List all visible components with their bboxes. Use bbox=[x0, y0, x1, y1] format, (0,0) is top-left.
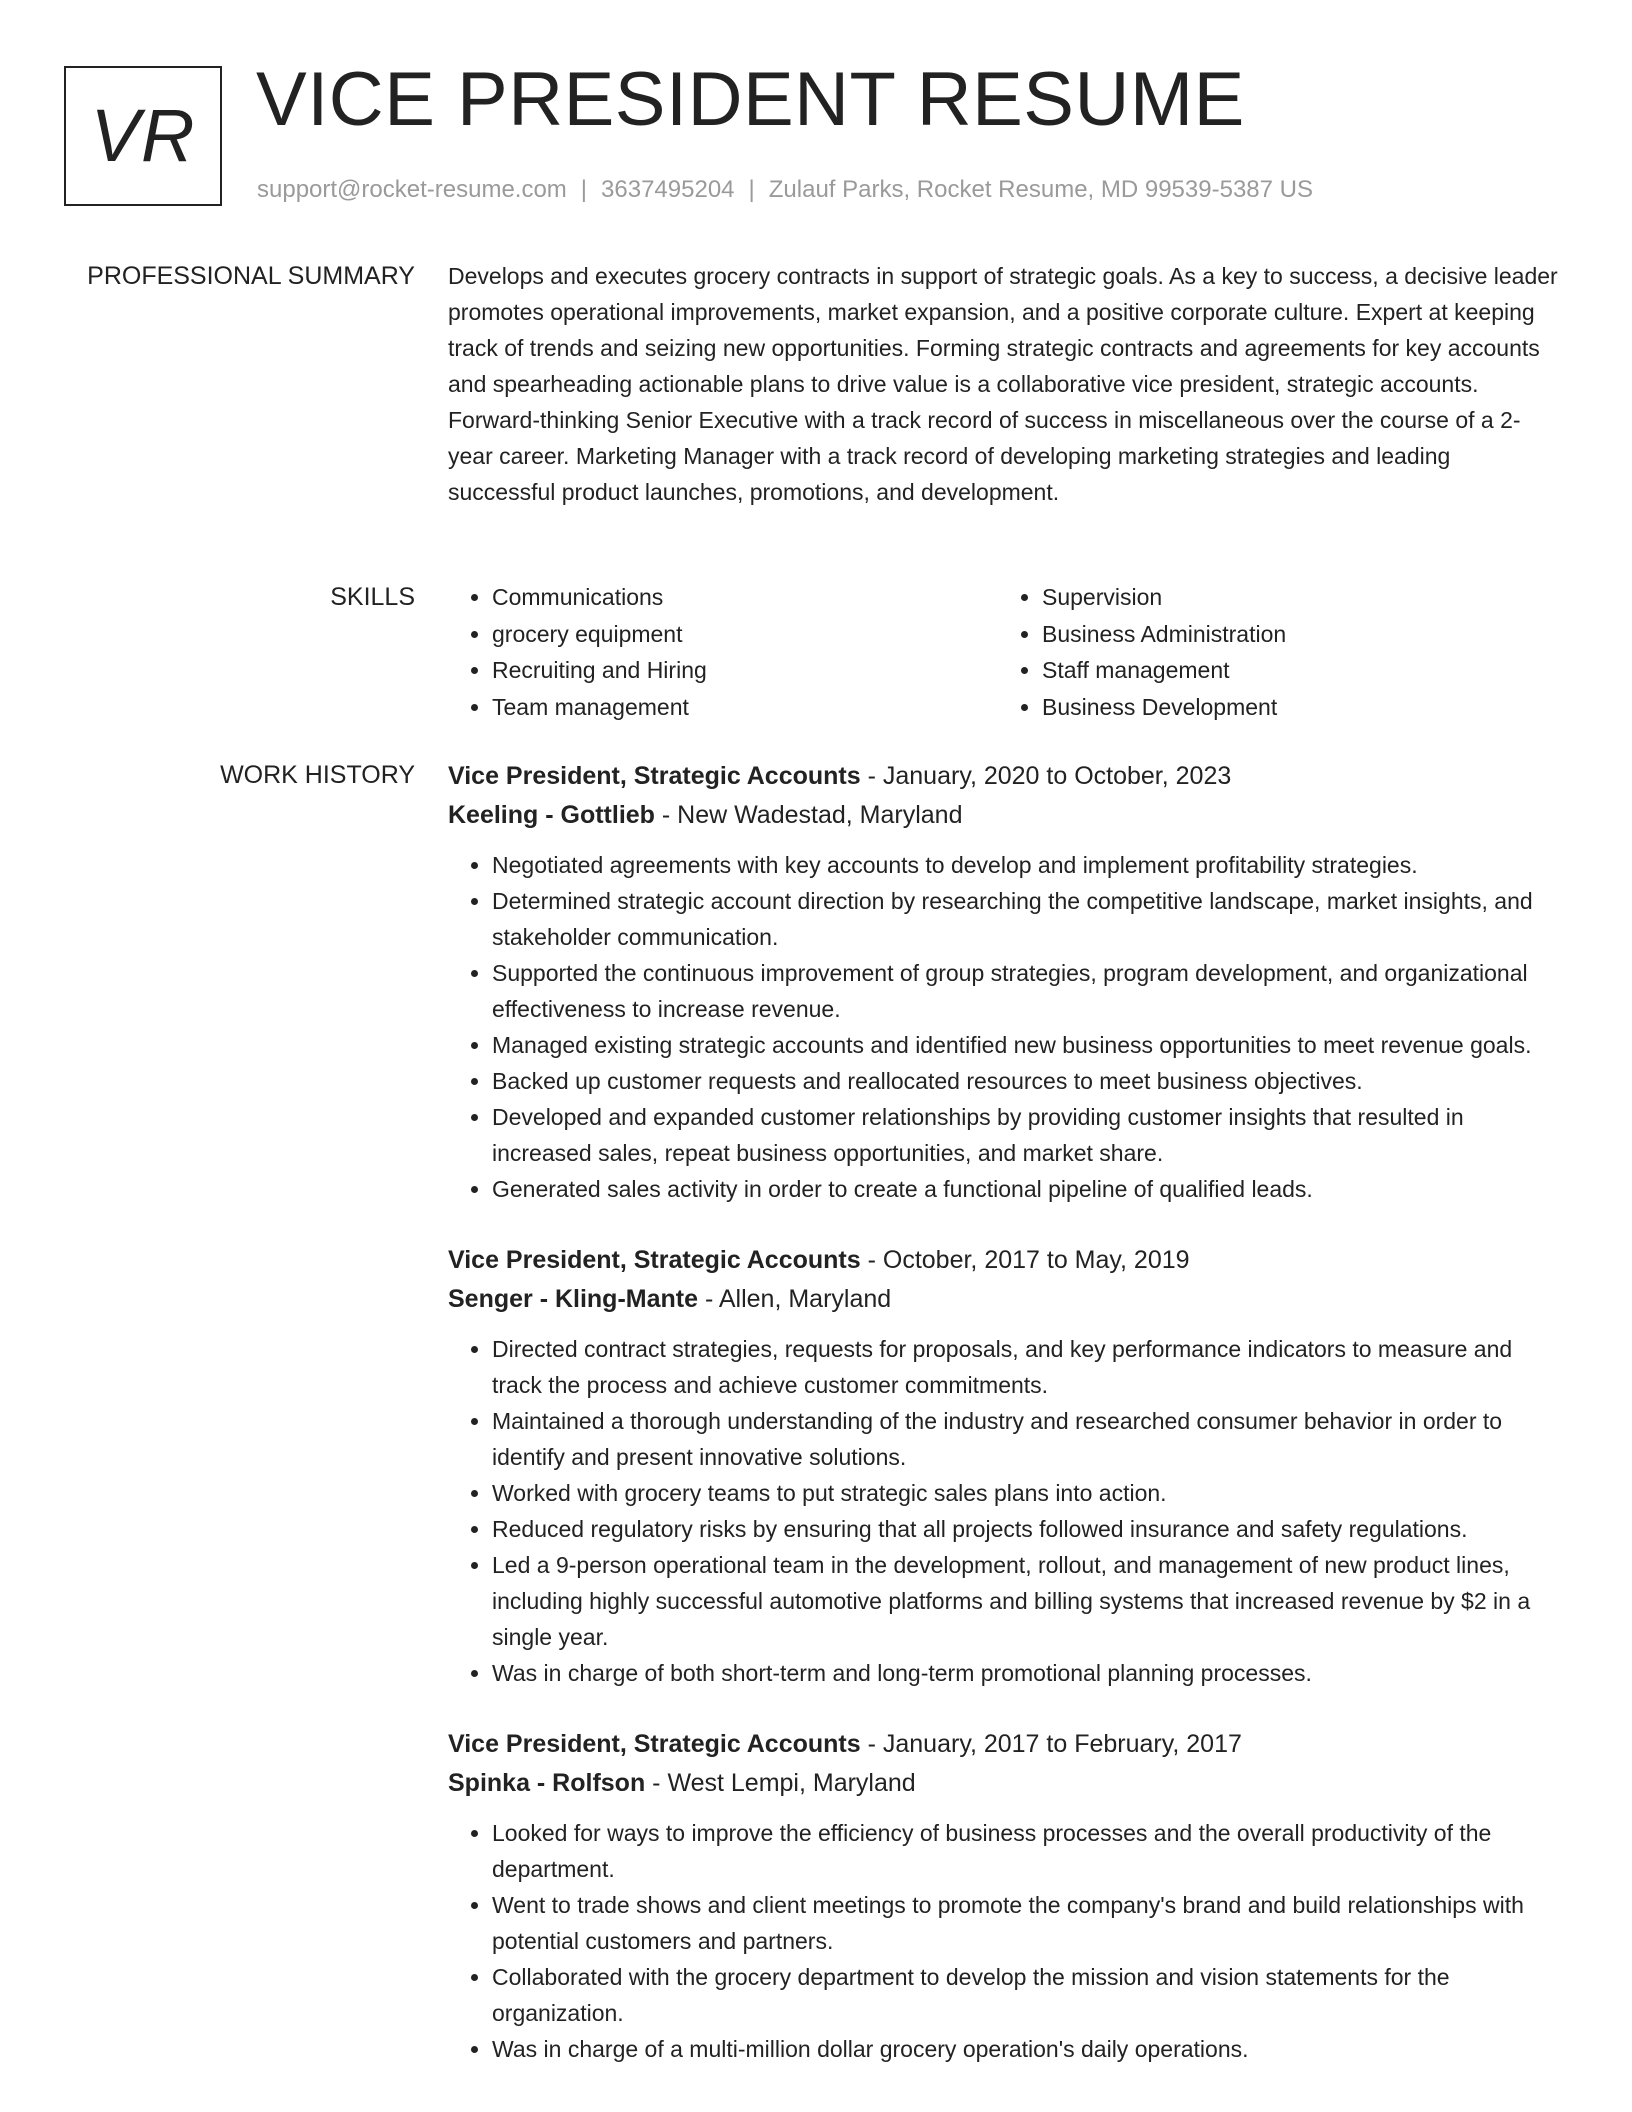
job-dates: - October, 2017 to May, 2019 bbox=[860, 1246, 1190, 1274]
contact-address: Zulauf Parks, Rocket Resume, MD 99539-5387 US bbox=[768, 176, 1313, 203]
job-company-line bbox=[448, 796, 1564, 835]
job-company: Keeling - Gottlieb bbox=[448, 801, 655, 829]
skill-item: • grocery equipment bbox=[492, 616, 998, 653]
summary-body bbox=[448, 258, 1564, 510]
summary-heading: PROFESSIONAL SUMMARY bbox=[87, 262, 415, 290]
resume-title: VICE PRESIDENT RESUME bbox=[256, 57, 1245, 142]
job-bullet: • Looked for ways to improve the efficiency of business processes and the overall productivity of the department. bbox=[492, 1815, 1564, 1887]
skills-grid bbox=[448, 579, 1564, 725]
skill-item: • Recruiting and Hiring bbox=[492, 652, 998, 689]
skill-item: • Business Administration bbox=[1042, 616, 1548, 653]
skill-item: • Communications bbox=[492, 579, 998, 616]
job-bullet-list bbox=[448, 1331, 1564, 1691]
job-company-line bbox=[448, 1280, 1564, 1319]
job-bullet: • Collaborated with the grocery department to develop the mission and vision statements for the organization. bbox=[492, 1959, 1564, 2031]
job-title: Vice President, Strategic Accounts bbox=[448, 762, 861, 790]
job-bullet-list bbox=[448, 847, 1564, 1207]
job-title-line bbox=[448, 1725, 1564, 1764]
skill-item: • Business Development bbox=[1042, 689, 1548, 726]
summary-text: Develops and executes grocery contracts in support of strategic goals. As a key to success, a decisive leader promotes operational improvements, market expansion, and a positive corporate culture. Expert at keeping track of trends and seizing new opportunities. Forming strategic contracts and agreements for key accounts and spearheading actionable plans to drive value is a collaborative vice president, strategic accounts. Forward-thinking Senior Executive with a track record of success in miscellaneous over the course of a 2-year career. Marketing Manager with a track record of developing marketing strategies and leading successful product launches, promotions, and development. bbox=[448, 263, 1558, 505]
job-bullet: • Was in charge of both short-term and long-term promotional planning processes. bbox=[492, 1655, 1564, 1691]
job-bullet: • Led a 9-person operational team in the development, rollout, and management of new product lines, including highly successful automotive platforms and billing systems that increased revenue by $2 in a single year. bbox=[492, 1547, 1564, 1655]
job-title: Vice President, Strategic Accounts bbox=[448, 1730, 861, 1758]
job-title-line bbox=[448, 1241, 1564, 1280]
job-bullet: • Negotiated agreements with key accounts to develop and implement profitability strategies. bbox=[492, 847, 1564, 883]
skill-item: • Staff management bbox=[1042, 652, 1548, 689]
monogram-box bbox=[64, 66, 222, 206]
contact-separator: | bbox=[748, 176, 755, 203]
contact-separator: | bbox=[580, 176, 588, 203]
job-entry bbox=[448, 1725, 1564, 2067]
job-location: - West Lempi, Maryland bbox=[645, 1769, 916, 1797]
job-bullet: • Backed up customer requests and reallocated resources to meet business objectives. bbox=[492, 1063, 1564, 1099]
job-location: - Allen, Maryland bbox=[698, 1285, 892, 1313]
contact-phone: 3637495204 bbox=[601, 176, 735, 203]
job-bullet: • Was in charge of a multi-million dollar grocery operation's daily operations. bbox=[492, 2031, 1564, 2067]
skills-column-right bbox=[998, 579, 1548, 725]
job-bullet: • Supported the continuous improvement of group strategies, program development, and organizational effectiveness to increase revenue. bbox=[492, 955, 1564, 1027]
job-dates: - January, 2020 to October, 2023 bbox=[860, 762, 1232, 790]
job-bullet: • Went to trade shows and client meetings to promote the company's brand and build relationships with potential customers and partners. bbox=[492, 1887, 1564, 1959]
job-bullet: • Determined strategic account direction by researching the competitive landscape, market insights, and stakeholder communication. bbox=[492, 883, 1564, 955]
job-bullet: • Reduced regulatory risks by ensuring that all projects followed insurance and safety regulations. bbox=[492, 1511, 1564, 1547]
job-company: Senger - Kling-Mante bbox=[448, 1285, 699, 1313]
contact-email: support@rocket-resume.com bbox=[257, 176, 567, 203]
job-bullet: • Generated sales activity in order to create a functional pipeline of qualified leads. bbox=[492, 1171, 1564, 1207]
job-bullet-list bbox=[448, 1815, 1564, 2067]
job-bullet: • Directed contract strategies, requests for proposals, and key performance indicators to measure and track the process and achieve customer commitments. bbox=[492, 1331, 1564, 1403]
job-bullet: • Managed existing strategic accounts and identified new business opportunities to meet revenue goals. bbox=[492, 1027, 1564, 1063]
skills-body bbox=[448, 579, 1564, 725]
job-bullet: • Developed and expanded customer relationships by providing customer insights that resulted in increased sales, repeat business opportunities, and market share. bbox=[492, 1099, 1564, 1171]
skill-item: • Supervision bbox=[1042, 579, 1548, 616]
job-title-line bbox=[448, 757, 1564, 796]
job-company-line bbox=[448, 1764, 1564, 1803]
monogram-initials: VR bbox=[90, 94, 196, 177]
work-history-body bbox=[448, 757, 1564, 2101]
work-history-heading: WORK HISTORY bbox=[220, 761, 415, 789]
job-entry bbox=[448, 757, 1564, 1207]
job-dates: - January, 2017 to February, 2017 bbox=[860, 1730, 1242, 1758]
job-entry bbox=[448, 1241, 1564, 1691]
skills-heading: SKILLS bbox=[330, 583, 415, 611]
job-company: Spinka - Rolfson bbox=[448, 1769, 646, 1797]
job-location: - New Wadestad, Maryland bbox=[654, 801, 963, 829]
job-bullet: • Maintained a thorough understanding of the industry and researched consumer behavior in order to identify and present innovative solutions. bbox=[492, 1403, 1564, 1475]
skills-column-left bbox=[448, 579, 998, 725]
contact-line bbox=[257, 174, 1313, 205]
skill-item: • Team management bbox=[492, 689, 998, 726]
job-title: Vice President, Strategic Accounts bbox=[448, 1246, 861, 1274]
job-bullet: • Worked with grocery teams to put strategic sales plans into action. bbox=[492, 1475, 1564, 1511]
